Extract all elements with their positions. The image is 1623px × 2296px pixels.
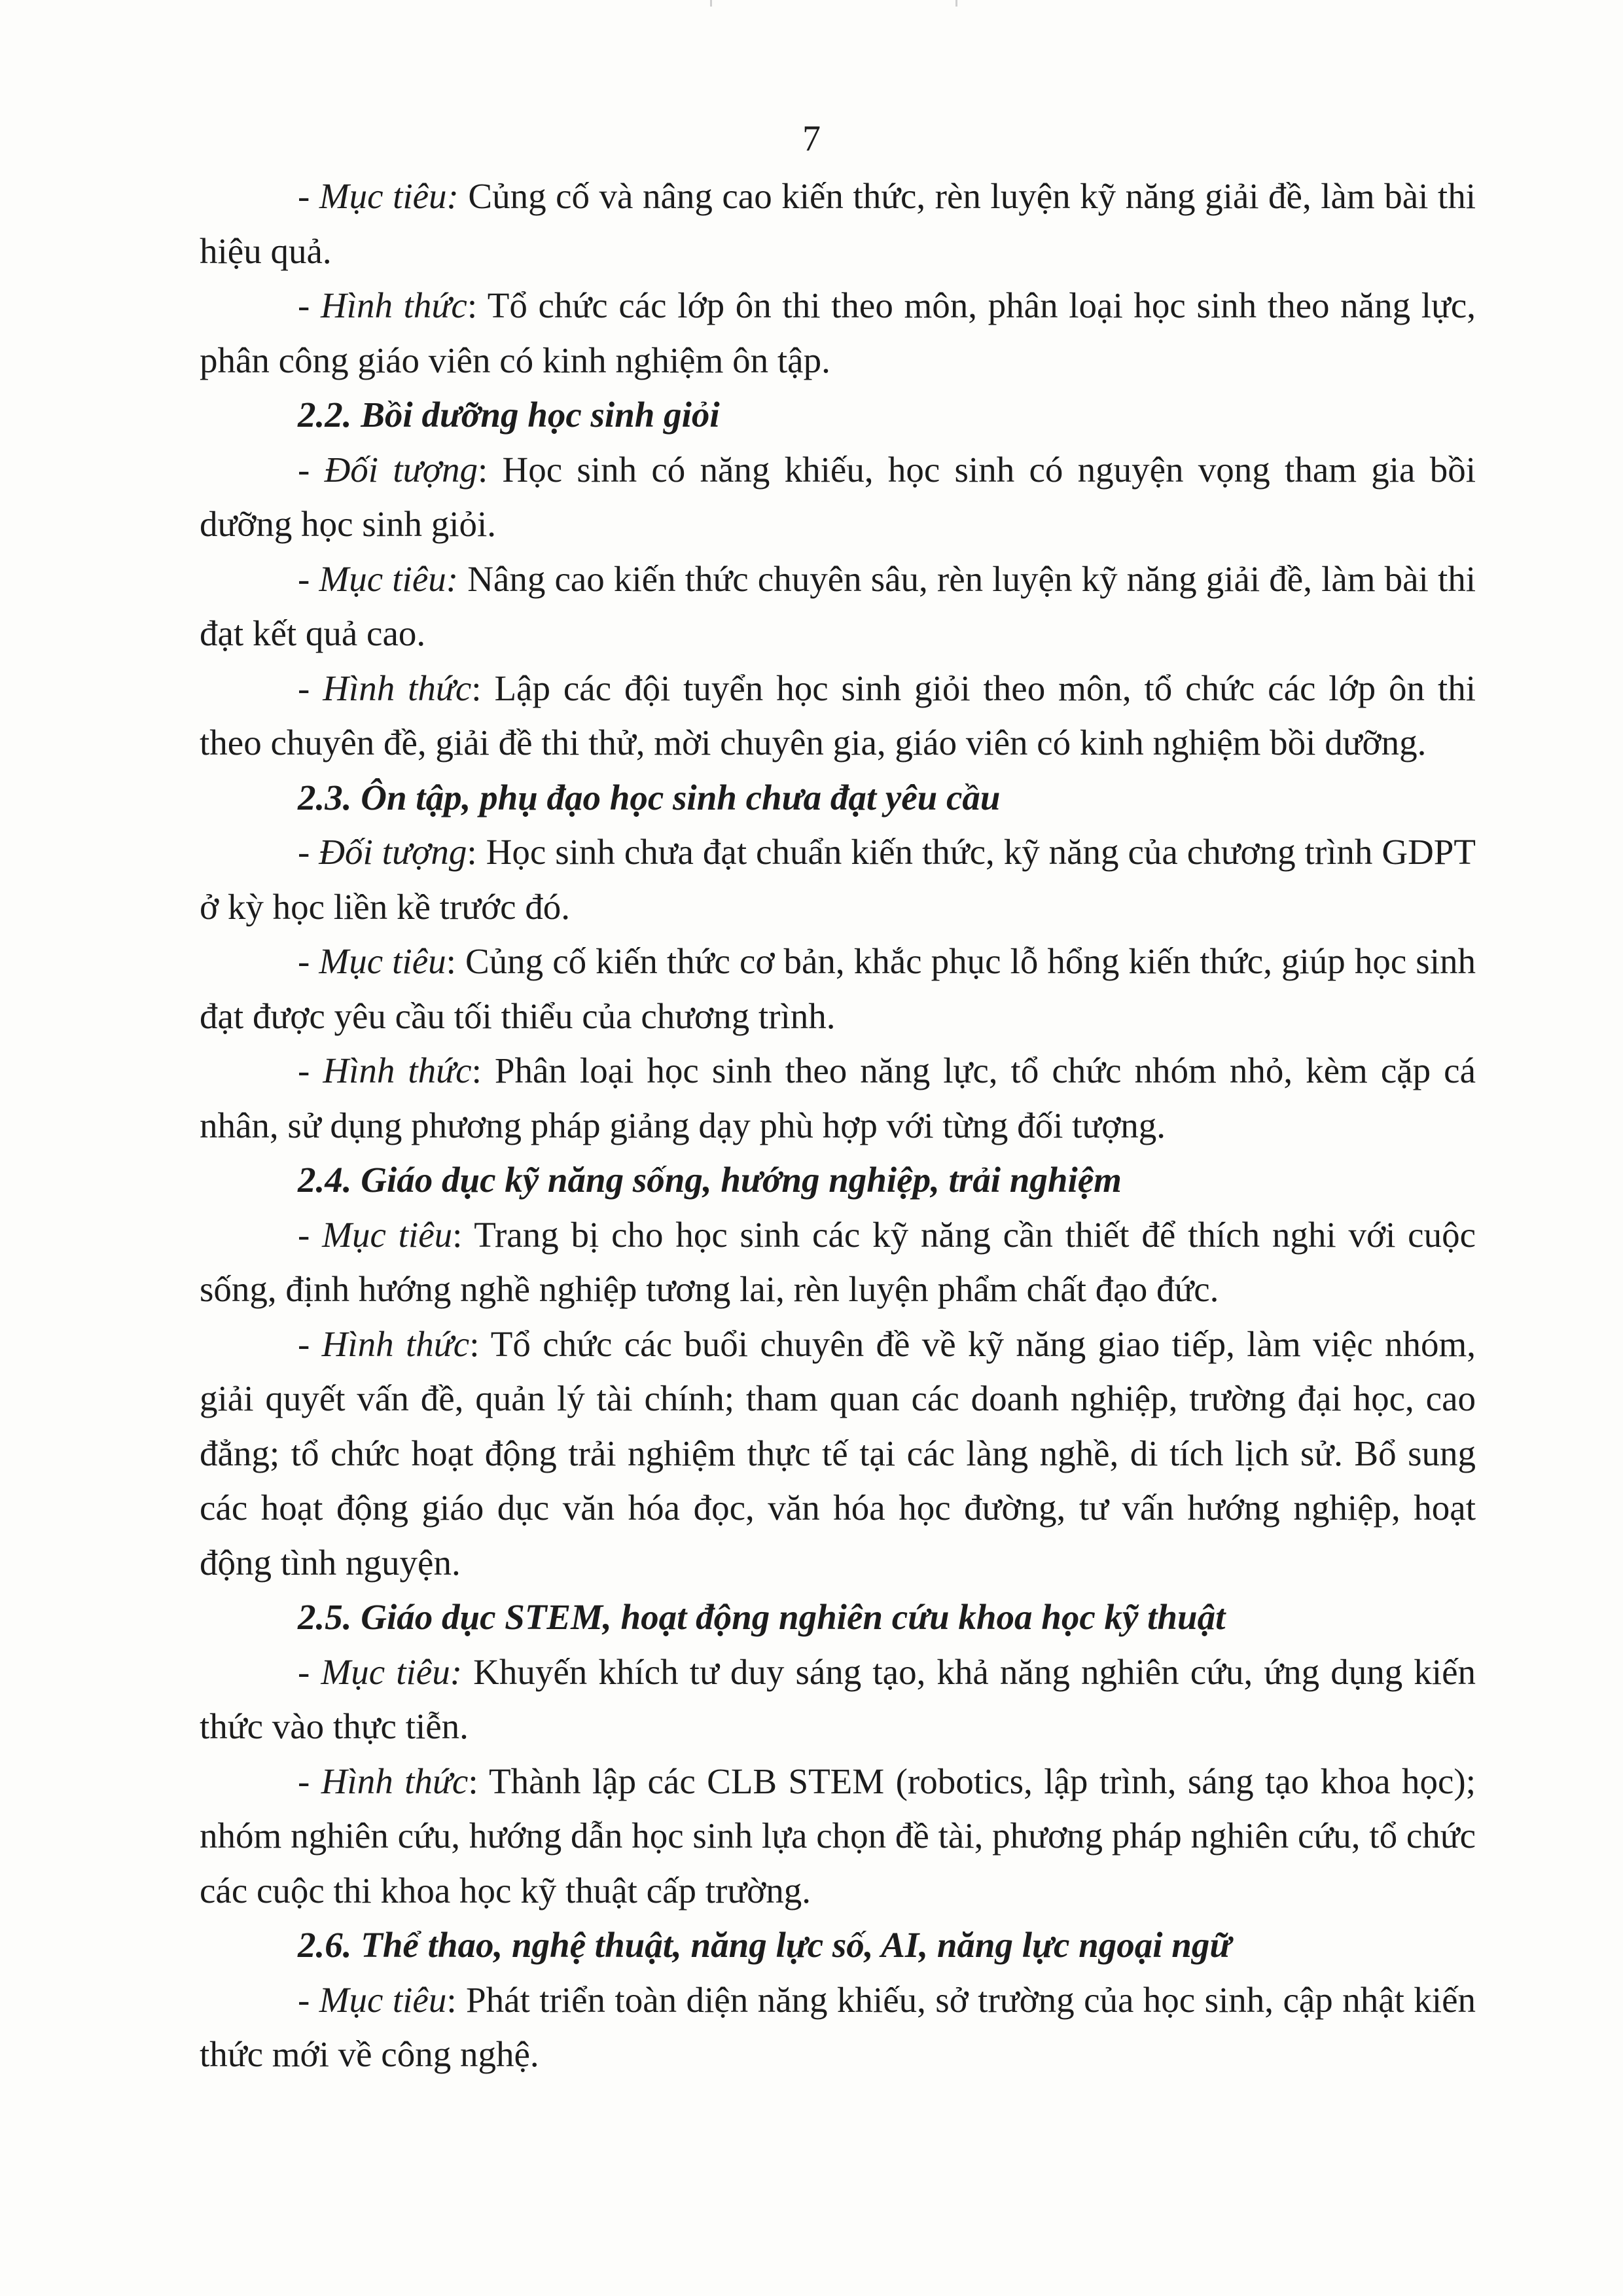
paragraph-label: Đối tượng xyxy=(324,449,478,490)
scan-mark xyxy=(955,0,957,7)
paragraph-text: : Lập các đội tuyển học sinh giỏi theo môn, tổ chức các lớp ôn thi theo chuyên đề, giải đề thi thử, mời chuyên gia, giáo viên có kinh nghiệm bồi dưỡng. xyxy=(200,668,1476,762)
paragraph-text: : Phát triển toàn diện năng khiếu, sở trường của học sinh, cập nhật kiến thức mới về công nghệ. xyxy=(200,1979,1476,2074)
paragraph-text: : Thành lập các CLB STEM (robotics, lập trình, sáng tạo khoa học); nhóm nghiên cứu, hướng dẫn học sinh lựa chọn đề tài, phương pháp nghiên cứu, tổ chức các cuộc thi khoa học kỹ thuật cấp trường. xyxy=(200,1761,1476,1910)
paragraph-label: Đối tượng xyxy=(319,832,467,872)
paragraph-text: Nâng cao kiến thức chuyên sâu, rèn luyện kỹ năng giải đề, làm bài thi đạt kết quả cao. xyxy=(200,558,1476,653)
paragraph-text: : Trang bị cho học sinh các kỹ năng cần thiết để thích nghi với cuộc sống, định hướng nghề nghiệp tương lai, rèn luyện phẩm chất đạo đức. xyxy=(200,1214,1476,1309)
section-heading: 2.3. Ôn tập, phụ đạo học sinh chưa đạt yêu cầu xyxy=(298,777,1001,817)
paragraph-text: Củng cố và nâng cao kiến thức, rèn luyện kỹ năng giải đề, làm bài thi hiệu quả. xyxy=(200,176,1476,271)
paragraph-label: Hình thức xyxy=(321,1323,470,1364)
paragraph-text: : Học sinh chưa đạt chuẩn kiến thức, kỹ năng của chương trình GDPT ở kỳ học liền kề trước đó. xyxy=(200,832,1476,927)
paragraph: - Hình thức: Tổ chức các buổi chuyên đề về kỹ năng giao tiếp, làm việc nhóm, giải quyết vấn đề, quản lý tài chính; tham quan các doanh nghiệp, trường đại học, cao đẳng; tổ chức hoạt động trải nghiệm thực tế tại các làng nghề, di tích lịch sử. Bổ sung các hoạt động giáo dục văn hóa đọc, văn hóa học đường, tư vấn hướng nghiệp, hoạt động tình nguyện. xyxy=(200,1323,1476,1583)
paragraph-text: : Tổ chức các buổi chuyên đề về kỹ năng giao tiếp, làm việc nhóm, giải quyết vấn đề, quản lý tài chính; tham quan các doanh nghiệp, trường đại học, cao đẳng; tổ chức hoạt động trải nghiệm thực tế tại các làng nghề, di tích lịch sử. Bổ sung các hoạt động giáo dục văn hóa đọc, văn hóa học đường, tư vấn hướng nghiệp, hoạt động tình nguyện. xyxy=(200,1323,1476,1583)
paragraph-label: Mục tiêu: xyxy=(319,558,459,599)
paragraph-label: Mục tiêu xyxy=(319,1979,447,2020)
document-body xyxy=(200,169,1476,2082)
paragraph-text: : Củng cố kiến thức cơ bản, khắc phục lỗ hổng kiến thức, giúp học sinh đạt được yêu cầu tối thiểu của chương trình. xyxy=(200,941,1476,1036)
paragraph-text: : Phân loại học sinh theo năng lực, tổ chức nhóm nhỏ, kèm cặp cá nhân, sử dụng phương pháp giảng dạy phù hợp với từng đối tượng. xyxy=(200,1050,1476,1145)
paragraph: - Mục tiêu: Củng cố và nâng cao kiến thức, rèn luyện kỹ năng giải đề, làm bài thi hiệu quả. xyxy=(200,176,1476,271)
paragraph-label: Mục tiêu xyxy=(319,941,446,981)
paragraph: - Hình thức: Tổ chức các lớp ôn thi theo môn, phân loại học sinh theo năng lực, phân công giáo viên có kinh nghiệm ôn tập. xyxy=(200,285,1476,380)
paragraph-label: Hình thức xyxy=(320,285,467,325)
paragraph-text: : Tổ chức các lớp ôn thi theo môn, phân loại học sinh theo năng lực, phân công giáo viên có kinh nghiệm ôn tập. xyxy=(200,285,1476,380)
paragraph-label: Hình thức xyxy=(323,1050,472,1090)
paragraph-text: Khuyến khích tư duy sáng tạo, khả năng nghiên cứu, ứng dụng kiến thức vào thực tiễn. xyxy=(200,1651,1476,1746)
scan-mark xyxy=(710,0,712,7)
paragraph: - Đối tượng: Học sinh chưa đạt chuẩn kiến thức, kỹ năng của chương trình GDPT ở kỳ học liền kề trước đó. xyxy=(200,832,1476,927)
paragraph-label: Mục tiêu: xyxy=(319,176,459,216)
paragraph: - Hình thức: Phân loại học sinh theo năng lực, tổ chức nhóm nhỏ, kèm cặp cá nhân, sử dụng phương pháp giảng dạy phù hợp với từng đối tượng. xyxy=(200,1050,1476,1145)
paragraph: - Hình thức: Thành lập các CLB STEM (robotics, lập trình, sáng tạo khoa học); nhóm nghiên cứu, hướng dẫn học sinh lựa chọn đề tài, phương pháp nghiên cứu, tổ chức các cuộc thi khoa học kỹ thuật cấp trường. xyxy=(200,1761,1476,1910)
paragraph-label: Hình thức xyxy=(323,668,472,708)
paragraph: - Hình thức: Lập các đội tuyển học sinh giỏi theo môn, tổ chức các lớp ôn thi theo chuyên đề, giải đề thi thử, mời chuyên gia, giáo viên có kinh nghiệm bồi dưỡng. xyxy=(200,668,1476,762)
paragraph: - Mục tiêu: Phát triển toàn diện năng khiếu, sở trường của học sinh, cập nhật kiến thức mới về công nghệ. xyxy=(200,1979,1476,2074)
paragraph: - Đối tượng: Học sinh có năng khiếu, học sinh có nguyện vọng tham gia bồi dưỡng học sinh giỏi. xyxy=(200,449,1476,544)
section-heading: 2.2. Bồi dưỡng học sinh giỏi xyxy=(298,395,720,435)
page-number: 7 xyxy=(802,118,821,159)
section-heading: 2.4. Giáo dục kỹ năng sống, hướng nghiệp, trải nghiệm xyxy=(298,1160,1122,1200)
paragraph-text: : Học sinh có năng khiếu, học sinh có nguyện vọng tham gia bồi dưỡng học sinh giỏi. xyxy=(200,449,1476,544)
paragraph: - Mục tiêu: Nâng cao kiến thức chuyên sâu, rèn luyện kỹ năng giải đề, làm bài thi đạt kết quả cao. xyxy=(200,558,1476,653)
section-heading: 2.6. Thể thao, nghệ thuật, năng lực số, AI, năng lực ngoại ngữ xyxy=(298,1925,1232,1965)
paragraph-label: Hình thức xyxy=(321,1761,469,1801)
paragraph: - Mục tiêu: Trang bị cho học sinh các kỹ năng cần thiết để thích nghi với cuộc sống, định hướng nghề nghiệp tương lai, rèn luyện phẩm chất đạo đức. xyxy=(200,1214,1476,1309)
paragraph-label: Mục tiêu xyxy=(322,1214,453,1255)
section-heading: 2.5. Giáo dục STEM, hoạt động nghiên cứu khoa học kỹ thuật xyxy=(298,1597,1226,1637)
paragraph-label: Mục tiêu: xyxy=(321,1651,463,1692)
paragraph: - Mục tiêu: Củng cố kiến thức cơ bản, khắc phục lỗ hổng kiến thức, giúp học sinh đạt được yêu cầu tối thiểu của chương trình. xyxy=(200,941,1476,1036)
paragraph: - Mục tiêu: Khuyến khích tư duy sáng tạo, khả năng nghiên cứu, ứng dụng kiến thức vào thực tiễn. xyxy=(200,1651,1476,1746)
